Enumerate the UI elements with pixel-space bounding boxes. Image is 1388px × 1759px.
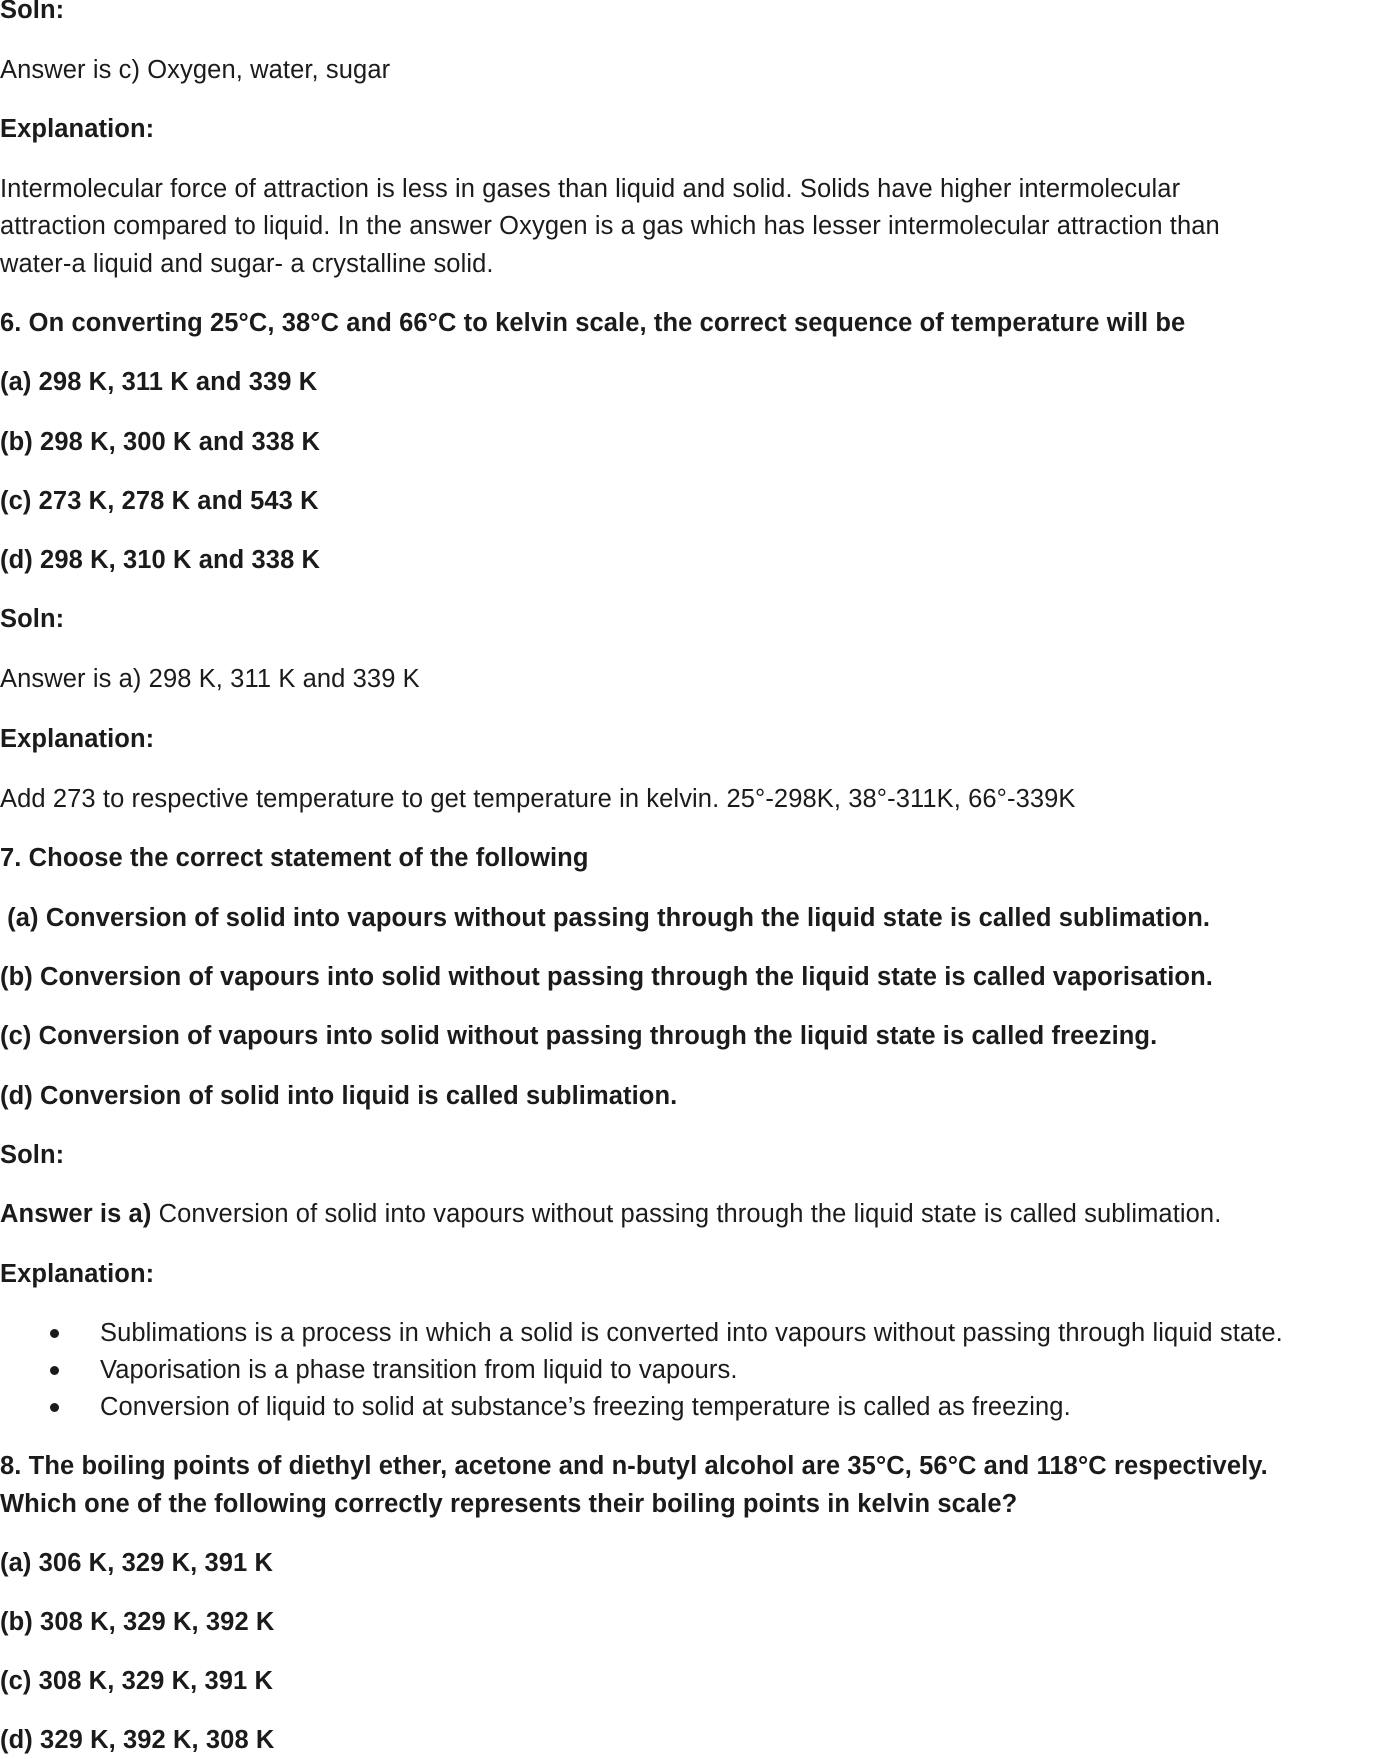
q6-soln-label: Soln:: [0, 605, 65, 633]
explanation-line: Intermolecular force of attraction is less in gases than liquid and solid. Solids have higher intermolecular: [0, 175, 1181, 203]
q8-option-a: (a) 306 K, 329 K, 391 K: [0, 1549, 274, 1577]
q7-answer-prefix: Answer is a): [0, 1200, 152, 1228]
q6-option-c: (c) 273 K, 278 K and 543 K: [0, 487, 319, 515]
q7-option-a: (a) Conversion of solid into vapours without passing through the liquid state is called sublimation.: [0, 904, 1211, 932]
q7-bullet-item: Conversion of liquid to solid at substance’s freezing temperature is called as freezing.: [100, 1393, 1071, 1421]
q7-option-b: (b) Conversion of vapours into solid without passing through the liquid state is called vaporisation.: [0, 963, 1213, 991]
q7-soln-label: Soln:: [0, 1141, 65, 1169]
q7-option-c: (c) Conversion of vapours into solid without passing through the liquid state is called freezing.: [0, 1022, 1158, 1050]
q6-option-a: (a) 298 K, 311 K and 339 K: [0, 368, 318, 396]
answer-text: Answer is c) Oxygen, water, sugar: [0, 56, 391, 84]
q7-answer-text: Conversion of solid into vapours without passing through the liquid state is called sublimation.: [151, 1200, 1222, 1228]
bullet-dot-icon: [50, 1366, 59, 1375]
bullet-dot-icon: [50, 1329, 59, 1338]
question-8-line: Which one of the following correctly represents their boiling points in kelvin scale?: [0, 1490, 1018, 1518]
q8-option-c: (c) 308 K, 329 K, 391 K: [0, 1667, 274, 1695]
explanation-line: attraction compared to liquid. In the answer Oxygen is a gas which has lesser intermolecular attraction than: [0, 212, 1220, 240]
q7-bullet-item: Vaporisation is a phase transition from liquid to vapours.: [100, 1356, 738, 1384]
q8-option-d: (d) 329 K, 392 K, 308 K: [0, 1726, 275, 1754]
q8-option-b: (b) 308 K, 329 K, 392 K: [0, 1608, 275, 1636]
question-7: 7. Choose the correct statement of the following: [0, 844, 589, 872]
q6-explanation: Add 273 to respective temperature to get temperature in kelvin. 25°-298K, 38°-311K, 66°-339K: [0, 785, 1076, 813]
soln-label: Soln:: [0, 0, 65, 24]
explanation-line: water-a liquid and sugar- a crystalline solid.: [0, 250, 494, 278]
q6-answer: Answer is a) 298 K, 311 K and 339 K: [0, 665, 420, 693]
q7-answer: [0, 1198, 1221, 1230]
explanation-label: Explanation:: [0, 115, 155, 143]
bullet-dot-icon: [50, 1403, 59, 1412]
q6-option-b: (b) 298 K, 300 K and 338 K: [0, 428, 321, 456]
q7-bullet-item: Sublimations is a process in which a solid is converted into vapours without passing through liquid state.: [100, 1319, 1283, 1347]
q6-option-d: (d) 298 K, 310 K and 338 K: [0, 546, 321, 574]
question-6: 6. On converting 25°C, 38°C and 66°C to kelvin scale, the correct sequence of temperature will be: [0, 309, 1186, 337]
question-8-line: 8. The boiling points of diethyl ether, acetone and n-butyl alcohol are 35°C, 56°C and 118°C respectively.: [0, 1452, 1268, 1480]
q7-explanation-label: Explanation:: [0, 1260, 155, 1288]
q6-explanation-label: Explanation:: [0, 725, 155, 753]
q7-option-d: (d) Conversion of solid into liquid is called sublimation.: [0, 1082, 678, 1110]
